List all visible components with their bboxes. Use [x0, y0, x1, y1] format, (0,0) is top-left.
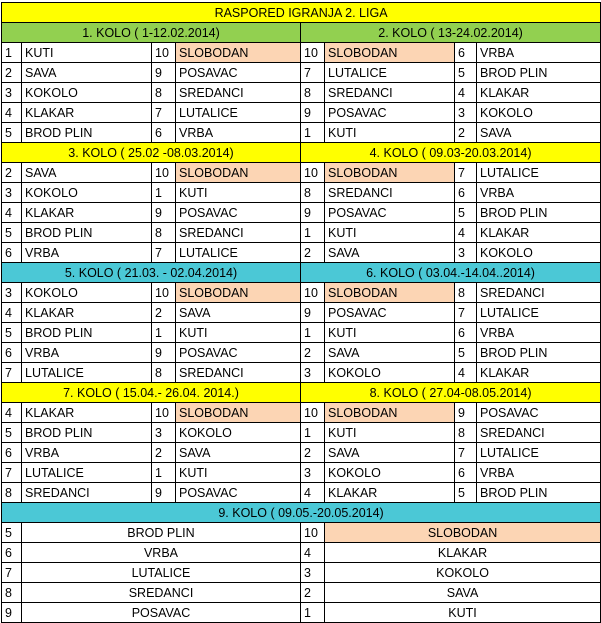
away-team: POSAVAC	[477, 403, 601, 423]
round-header-row	[2, 263, 601, 283]
home-team: LUTALICE	[22, 563, 301, 583]
home-team: KUTI	[325, 223, 455, 243]
home-number: 3	[2, 283, 22, 303]
away-number: 7	[152, 103, 176, 123]
home-team: KLAKAR	[22, 303, 152, 323]
home-number: 4	[301, 483, 325, 503]
away-team: BROD PLIN	[477, 63, 601, 83]
home-number: 9	[301, 103, 325, 123]
home-team: KUTI	[325, 423, 455, 443]
home-number: 1	[301, 323, 325, 343]
away-number: 10	[152, 43, 176, 63]
away-team: KOKOLO	[477, 243, 601, 263]
match-row	[2, 303, 601, 323]
away-team: LUTALICE	[176, 103, 301, 123]
home-number: 7	[301, 63, 325, 83]
away-team: BROD PLIN	[477, 343, 601, 363]
away-team: KOKOLO	[325, 563, 601, 583]
away-number: 6	[455, 183, 477, 203]
away-number: 2	[301, 583, 325, 603]
away-team: SREDANCI	[176, 363, 301, 383]
away-number: 7	[455, 303, 477, 323]
match-row	[2, 403, 601, 423]
away-team: BROD PLIN	[477, 203, 601, 223]
away-team: SLOBODAN	[325, 523, 601, 543]
home-team: KUTI	[22, 43, 152, 63]
home-number: 10	[301, 43, 325, 63]
away-team: POSAVAC	[176, 63, 301, 83]
match-row	[2, 603, 601, 623]
home-team: SLOBODAN	[325, 163, 455, 183]
schedule-title: RASPORED IGRANJA 2. LIGA	[2, 3, 601, 23]
home-team: SAVA	[22, 163, 152, 183]
round-title: 6. KOLO ( 03.04.-14.04..2014)	[301, 263, 601, 283]
home-team: SLOBODAN	[325, 43, 455, 63]
away-number: 5	[455, 63, 477, 83]
away-number: 3	[455, 243, 477, 263]
away-number: 7	[152, 243, 176, 263]
away-team: KUTI	[176, 323, 301, 343]
match-row	[2, 563, 601, 583]
title-row	[2, 3, 601, 23]
away-team: LUTALICE	[477, 163, 601, 183]
away-team: SLOBODAN	[176, 403, 301, 423]
match-row	[2, 523, 601, 543]
away-team: KUTI	[176, 183, 301, 203]
home-team: SAVA	[22, 63, 152, 83]
home-team: BROD PLIN	[22, 223, 152, 243]
away-number: 3	[152, 423, 176, 443]
home-number: 4	[2, 403, 22, 423]
home-number: 9	[301, 303, 325, 323]
match-row	[2, 363, 601, 383]
away-number: 8	[152, 223, 176, 243]
away-team: VRBA	[477, 183, 601, 203]
home-number: 2	[301, 243, 325, 263]
away-team: SREDANCI	[176, 83, 301, 103]
away-team: BROD PLIN	[477, 483, 601, 503]
match-row	[2, 423, 601, 443]
away-number: 5	[455, 343, 477, 363]
away-team: KOKOLO	[477, 103, 601, 123]
home-number: 7	[2, 463, 22, 483]
match-row	[2, 463, 601, 483]
away-team: KLAKAR	[477, 83, 601, 103]
home-number: 6	[2, 243, 22, 263]
away-number: 9	[152, 483, 176, 503]
away-team: KLAKAR	[325, 543, 601, 563]
home-team: KLAKAR	[325, 483, 455, 503]
home-team: POSAVAC	[325, 103, 455, 123]
home-number: 9	[301, 203, 325, 223]
home-number: 5	[2, 223, 22, 243]
away-number: 8	[152, 363, 176, 383]
away-number: 10	[152, 403, 176, 423]
away-number: 3	[455, 103, 477, 123]
away-team: SAVA	[176, 303, 301, 323]
away-number: 7	[455, 163, 477, 183]
away-team: KOKOLO	[176, 423, 301, 443]
home-team: SREDANCI	[22, 483, 152, 503]
home-team: SAVA	[325, 343, 455, 363]
away-number: 6	[455, 323, 477, 343]
home-team: BROD PLIN	[22, 523, 301, 543]
away-number: 10	[152, 283, 176, 303]
home-number: 8	[301, 183, 325, 203]
round-header-row	[2, 383, 601, 403]
schedule-table	[1, 2, 601, 623]
home-team: BROD PLIN	[22, 423, 152, 443]
match-row	[2, 243, 601, 263]
away-team: VRBA	[477, 323, 601, 343]
away-team: KUTI	[176, 463, 301, 483]
away-team: SREDANCI	[176, 223, 301, 243]
away-number: 10	[301, 523, 325, 543]
home-team: VRBA	[22, 343, 152, 363]
away-team: POSAVAC	[176, 343, 301, 363]
round-title: 1. KOLO ( 1-12.02.2014)	[2, 23, 301, 43]
home-team: LUTALICE	[22, 363, 152, 383]
home-number: 10	[301, 283, 325, 303]
home-team: SLOBODAN	[325, 283, 455, 303]
home-number: 2	[301, 443, 325, 463]
home-number: 6	[2, 443, 22, 463]
match-row	[2, 443, 601, 463]
home-team: POSAVAC	[325, 203, 455, 223]
away-number: 5	[455, 203, 477, 223]
away-number: 9	[152, 203, 176, 223]
away-number: 1	[152, 183, 176, 203]
away-number: 6	[152, 123, 176, 143]
away-team: SLOBODAN	[176, 283, 301, 303]
home-team: KLAKAR	[22, 103, 152, 123]
home-team: KOKOLO	[325, 363, 455, 383]
home-number: 3	[301, 363, 325, 383]
round-header-row	[2, 143, 601, 163]
home-number: 2	[2, 163, 22, 183]
away-number: 10	[152, 163, 176, 183]
home-team: KLAKAR	[22, 403, 152, 423]
home-team: KOKOLO	[325, 463, 455, 483]
home-team: KLAKAR	[22, 203, 152, 223]
away-team: SREDANCI	[477, 283, 601, 303]
away-number: 1	[301, 603, 325, 623]
away-team: VRBA	[477, 43, 601, 63]
home-team: KOKOLO	[22, 183, 152, 203]
home-number: 5	[2, 423, 22, 443]
match-row	[2, 543, 601, 563]
away-team: SAVA	[176, 443, 301, 463]
home-number: 1	[301, 223, 325, 243]
round-title: 7. KOLO ( 15.04.- 26.04. 2014.)	[2, 383, 301, 403]
away-team: POSAVAC	[176, 203, 301, 223]
home-number: 4	[2, 303, 22, 323]
home-team: VRBA	[22, 243, 152, 263]
match-row	[2, 83, 601, 103]
match-row	[2, 163, 601, 183]
away-number: 5	[455, 483, 477, 503]
home-number: 4	[2, 203, 22, 223]
home-number: 9	[2, 603, 22, 623]
match-row	[2, 343, 601, 363]
home-team: BROD PLIN	[22, 323, 152, 343]
match-row	[2, 203, 601, 223]
away-number: 7	[455, 443, 477, 463]
away-number: 1	[152, 323, 176, 343]
home-team: LUTALICE	[325, 63, 455, 83]
away-team: SREDANCI	[477, 423, 601, 443]
away-number: 4	[455, 223, 477, 243]
match-row	[2, 43, 601, 63]
away-number: 2	[152, 303, 176, 323]
home-number: 8	[2, 583, 22, 603]
home-team: SREDANCI	[325, 83, 455, 103]
away-number: 6	[455, 463, 477, 483]
away-team: SLOBODAN	[176, 43, 301, 63]
home-team: SREDANCI	[325, 183, 455, 203]
home-number: 5	[2, 323, 22, 343]
away-number: 4	[455, 363, 477, 383]
round-title: 4. KOLO ( 09.03-20.03.2014)	[301, 143, 601, 163]
match-row	[2, 103, 601, 123]
home-number: 4	[2, 103, 22, 123]
home-team: SLOBODAN	[325, 403, 455, 423]
away-number: 9	[455, 403, 477, 423]
round-title: 3. KOLO ( 25.02 -08.03.2014)	[2, 143, 301, 163]
home-number: 7	[2, 363, 22, 383]
away-number: 6	[455, 43, 477, 63]
home-number: 2	[2, 63, 22, 83]
away-team: VRBA	[176, 123, 301, 143]
home-number: 8	[301, 83, 325, 103]
home-team: KOKOLO	[22, 283, 152, 303]
home-team: SAVA	[325, 243, 455, 263]
home-team: KUTI	[325, 123, 455, 143]
home-number: 3	[2, 183, 22, 203]
home-number: 1	[2, 43, 22, 63]
away-number: 2	[455, 123, 477, 143]
home-team: KOKOLO	[22, 83, 152, 103]
home-team: LUTALICE	[22, 463, 152, 483]
home-number: 10	[301, 403, 325, 423]
match-row	[2, 323, 601, 343]
away-team: LUTALICE	[477, 443, 601, 463]
away-team: KLAKAR	[477, 223, 601, 243]
away-team: SAVA	[325, 583, 601, 603]
away-number: 4	[455, 83, 477, 103]
home-team: VRBA	[22, 443, 152, 463]
home-number: 5	[2, 523, 22, 543]
home-team: SAVA	[325, 443, 455, 463]
home-number: 6	[2, 343, 22, 363]
away-team: KLAKAR	[477, 363, 601, 383]
home-number: 5	[2, 123, 22, 143]
away-number: 9	[152, 63, 176, 83]
round-header-row	[2, 23, 601, 43]
home-team: SREDANCI	[22, 583, 301, 603]
away-team: LUTALICE	[477, 303, 601, 323]
home-number: 3	[2, 83, 22, 103]
home-team: POSAVAC	[22, 603, 301, 623]
home-number: 2	[301, 343, 325, 363]
match-row	[2, 123, 601, 143]
round-title: 2. KOLO ( 13-24.02.2014)	[301, 23, 601, 43]
away-number: 8	[152, 83, 176, 103]
match-row	[2, 63, 601, 83]
match-row	[2, 483, 601, 503]
away-team: SLOBODAN	[176, 163, 301, 183]
match-row	[2, 183, 601, 203]
match-row	[2, 583, 601, 603]
home-number: 8	[2, 483, 22, 503]
away-team: VRBA	[477, 463, 601, 483]
home-number: 3	[301, 463, 325, 483]
away-number: 4	[301, 543, 325, 563]
away-team: POSAVAC	[176, 483, 301, 503]
away-number: 8	[455, 423, 477, 443]
away-number: 2	[152, 443, 176, 463]
home-team: BROD PLIN	[22, 123, 152, 143]
away-team: KUTI	[325, 603, 601, 623]
home-number: 1	[301, 423, 325, 443]
round-header-row	[2, 503, 601, 523]
round-title: 9. KOLO ( 09.05.-20.05.2014)	[2, 503, 601, 523]
match-row	[2, 223, 601, 243]
away-team: SAVA	[477, 123, 601, 143]
home-team: POSAVAC	[325, 303, 455, 323]
home-team: VRBA	[22, 543, 301, 563]
home-number: 10	[301, 163, 325, 183]
away-team: LUTALICE	[176, 243, 301, 263]
home-number: 1	[301, 123, 325, 143]
away-number: 8	[455, 283, 477, 303]
match-row	[2, 283, 601, 303]
round-title: 5. KOLO ( 21.03. - 02.04.2014)	[2, 263, 301, 283]
round-title: 8. KOLO ( 27.04-08.05.2014)	[301, 383, 601, 403]
home-number: 7	[2, 563, 22, 583]
home-number: 6	[2, 543, 22, 563]
away-number: 3	[301, 563, 325, 583]
away-number: 1	[152, 463, 176, 483]
away-number: 9	[152, 343, 176, 363]
home-team: KUTI	[325, 323, 455, 343]
